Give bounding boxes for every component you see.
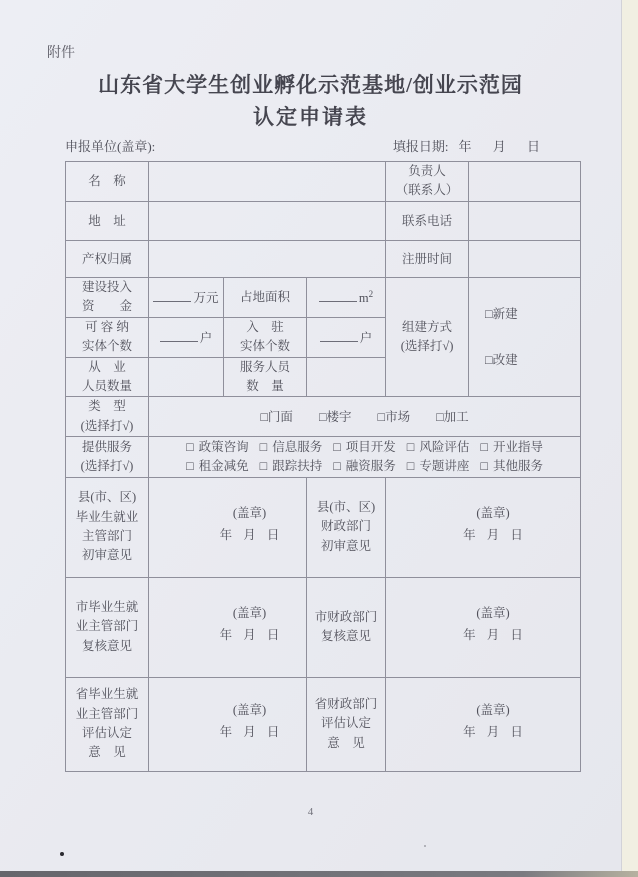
staff-value-cell: [149, 357, 224, 397]
attachment-label: 附件: [47, 46, 75, 61]
property-value-cell: [149, 240, 386, 277]
checkbox-option-label: 楼宇: [326, 409, 352, 424]
checkbox-option-label: 其他服务: [492, 459, 543, 474]
checkbox-option-label: 加工: [443, 409, 469, 424]
scan-edge-shadow: [0, 871, 638, 877]
stamp-label: (盖章): [232, 703, 267, 717]
checkbox-option-label: 新建: [492, 307, 518, 322]
province-employment-dept-label: [66, 677, 149, 771]
text-line: 负责人: [408, 164, 446, 178]
row-type: [66, 397, 581, 437]
invest-value-cell: [149, 277, 224, 317]
checkbox-option-label: 风险评估: [419, 440, 470, 455]
address-value-cell: [149, 201, 386, 240]
checkbox-icon: □: [259, 440, 268, 455]
checkbox-icon: □: [186, 459, 194, 474]
type-options-cell: [149, 397, 581, 437]
text-line: 评估认定: [81, 726, 132, 740]
text-line: 主管部门: [81, 529, 132, 543]
text-line: 实体个数: [239, 339, 290, 354]
stamp-block: [398, 602, 581, 652]
checkbox-option: [260, 457, 323, 475]
checkbox-option: [333, 457, 396, 475]
checkbox-option: [480, 438, 543, 456]
checkbox-option: [407, 438, 470, 456]
text-line: 意 见: [88, 745, 126, 760]
text-line: 复核意见: [81, 638, 132, 653]
stamp-label: (盖章): [232, 606, 267, 620]
text-line: 意 见: [327, 735, 365, 750]
text-line: 组建方式: [402, 319, 453, 334]
service-options-row2: [151, 457, 578, 475]
service-staff-label: [224, 357, 307, 397]
text-line: 提供服务: [81, 439, 132, 454]
checkbox-icon: □: [485, 352, 493, 367]
stamp-label: (盖章): [476, 703, 510, 717]
text-line: (选择打√): [80, 458, 134, 473]
row-property: [66, 240, 581, 277]
checkbox-option: [186, 438, 249, 456]
province-finance-dept-label: [307, 677, 386, 771]
text-line: 入 驻: [246, 319, 284, 334]
row-services: [66, 437, 581, 477]
text-line: 资 金: [81, 299, 132, 314]
text-line: 县(市、区): [316, 499, 376, 514]
city-employment-stamp-cell: [149, 577, 307, 677]
service-options-cell: [149, 437, 581, 477]
blank-underline: [160, 328, 198, 342]
blank-underline: [320, 328, 358, 342]
text-line: 财政部门: [321, 519, 372, 534]
address-label: 地 址: [66, 201, 149, 240]
stamp-block: [398, 699, 581, 749]
phone-value-cell: [469, 201, 581, 240]
checkbox-icon: □: [480, 459, 488, 474]
row-name: [66, 162, 581, 202]
manager-value-cell: [469, 162, 581, 202]
text-line: 人员数量: [81, 378, 132, 393]
checkbox-icon: □: [333, 459, 341, 474]
formation-label: [386, 277, 469, 397]
blank-underline: [319, 288, 357, 302]
text-line: 初审意见: [321, 538, 372, 553]
type-label: [66, 397, 149, 437]
row-province-review: [66, 677, 581, 771]
phone-label: 联系电话: [386, 201, 469, 240]
form-title-line2: 认定申请表: [253, 105, 368, 129]
fill-date: [393, 136, 580, 155]
text-line: 市毕业生就: [75, 599, 139, 614]
stamp-block: [398, 502, 581, 552]
text-line: 毕业生就业: [75, 509, 139, 524]
invest-label: [66, 277, 149, 317]
county-finance-stamp-cell: [386, 477, 581, 577]
stamp-block: [173, 502, 307, 552]
capacity-label: [66, 317, 149, 357]
checkbox-option-label: 融资服务: [345, 459, 396, 474]
city-finance-stamp-cell: [386, 577, 581, 677]
formation-options-cell: [469, 277, 581, 397]
checkbox-icon: □: [406, 440, 415, 455]
stamp-date: 年 月 日: [463, 725, 523, 739]
checkbox-option-label: 专题讲座: [419, 459, 470, 474]
fill-date-label: 填报日期:: [392, 139, 449, 154]
checkbox-icon: □: [186, 440, 194, 455]
checkbox-icon: □: [333, 440, 341, 455]
formation-options: [471, 305, 578, 368]
form-header: [65, 136, 580, 155]
checkbox-option-label: 跟踪扶持: [272, 459, 323, 474]
checkbox-option: [260, 438, 323, 456]
occupy-unit: 户: [359, 330, 373, 345]
regtime-label: 注册时间: [386, 240, 469, 277]
text-line: 可 容 纳: [85, 319, 129, 334]
checkbox-option-label: 租金减免: [198, 459, 249, 474]
checkbox-option: [407, 457, 470, 475]
service-staff-value-cell: [307, 357, 386, 397]
checkbox-icon: □: [260, 409, 268, 424]
occupy-label: [224, 317, 307, 357]
text-line: (选择打√): [400, 339, 454, 353]
stamp-date: 年 月 日: [219, 628, 280, 642]
checkbox-option-label: 项目开发: [345, 440, 396, 455]
capacity-value-cell: [149, 317, 224, 357]
text-line: 类 型: [88, 399, 126, 414]
regtime-value-cell: [469, 240, 581, 277]
stamp-label: (盖章): [232, 506, 267, 520]
text-line: （联系人）: [395, 183, 459, 198]
text-line: (选择打√): [80, 418, 134, 433]
text-line: 业主管部门: [75, 619, 139, 634]
text-line: 服务人员: [239, 359, 290, 374]
city-employment-dept-label: [66, 577, 149, 677]
checkbox-icon: □: [406, 459, 415, 474]
property-label: 产权归属: [66, 240, 149, 277]
fill-date-ymd: 年 月 日: [458, 139, 540, 154]
page-number: 4: [307, 806, 314, 818]
applicant-unit-label: 申报单位(盖章):: [65, 139, 156, 154]
type-options: [151, 408, 578, 426]
checkbox-option: [260, 408, 293, 426]
checkbox-option-label: 市场: [385, 409, 411, 424]
stamp-date: 年 月 日: [463, 628, 523, 642]
text-line: 初审意见: [81, 548, 132, 563]
stamp-date: 年 月 日: [219, 528, 280, 542]
area-label: 占地面积: [224, 277, 307, 317]
invest-unit: 万元: [193, 290, 219, 305]
service-label: [66, 437, 149, 477]
checkbox-option: [485, 351, 518, 369]
checkbox-icon: □: [480, 440, 488, 455]
text-line: 评估认定: [321, 716, 372, 731]
stamp-label: (盖章): [476, 506, 510, 520]
checkbox-option-label: 政策咨询: [198, 440, 249, 455]
checkbox-option: [186, 457, 249, 475]
checkbox-icon: □: [377, 409, 386, 424]
checkbox-icon: □: [436, 409, 444, 424]
text-line: 市财政部门: [314, 609, 378, 624]
row-investment: [66, 277, 581, 317]
text-line: 县(市、区): [77, 490, 137, 505]
county-finance-dept-label: [307, 477, 386, 577]
row-city-review: [66, 577, 581, 677]
stamp-date: 年 月 日: [219, 725, 280, 739]
checkbox-option-label: 信息服务: [272, 440, 323, 455]
stamp-block: [173, 602, 307, 652]
service-options-row1: [151, 438, 578, 456]
text-line: 业主管部门: [75, 706, 139, 721]
stamp-block: [173, 699, 307, 749]
county-employment-dept-label: [66, 477, 149, 577]
stamp-date: 年 月 日: [463, 528, 523, 542]
checkbox-option: [333, 438, 396, 456]
application-table: [65, 161, 581, 772]
name-value-cell: [149, 162, 386, 202]
province-employment-stamp-cell: [149, 677, 307, 771]
text-line: 实体个数: [81, 339, 132, 354]
area-unit: $m^2$: [358, 288, 374, 305]
scan-speck: [60, 852, 64, 856]
checkbox-option: [378, 408, 411, 426]
checkbox-option: [480, 457, 543, 475]
form-title-line1: 山东省大学生创业孵化示范基地/创业示范园: [98, 73, 523, 97]
area-value-cell: [307, 277, 386, 317]
row-county-review: [66, 477, 581, 577]
checkbox-option-label: 改建: [492, 352, 518, 367]
checkbox-icon: □: [259, 459, 268, 474]
scan-speck: [424, 845, 426, 847]
checkbox-option: [319, 408, 352, 426]
occupy-value-cell: [307, 317, 386, 357]
checkbox-icon: □: [485, 307, 493, 322]
text-line: 复核意见: [321, 629, 372, 643]
text-line: 建设投入: [81, 279, 132, 294]
row-address: [66, 201, 581, 240]
city-finance-dept-label: [307, 577, 386, 677]
text-line: 省财政部门: [314, 696, 378, 711]
name-label: 名 称: [66, 162, 149, 202]
checkbox-option-label: 门面: [267, 409, 293, 424]
capacity-unit: 户: [199, 330, 213, 345]
county-employment-stamp-cell: [149, 477, 307, 577]
text-line: 从 业: [88, 359, 126, 374]
checkbox-option-label: 开业指导: [492, 440, 543, 455]
text-line: 省毕业生就: [75, 687, 139, 702]
blank-underline: [153, 288, 191, 302]
checkbox-icon: □: [318, 409, 327, 424]
staff-label: [66, 357, 149, 397]
text-line: 数 量: [246, 378, 284, 393]
checkbox-option: [485, 305, 518, 323]
manager-label: [386, 162, 469, 202]
province-finance-stamp-cell: [386, 677, 581, 771]
stamp-label: (盖章): [476, 606, 510, 620]
checkbox-option: [436, 408, 469, 426]
